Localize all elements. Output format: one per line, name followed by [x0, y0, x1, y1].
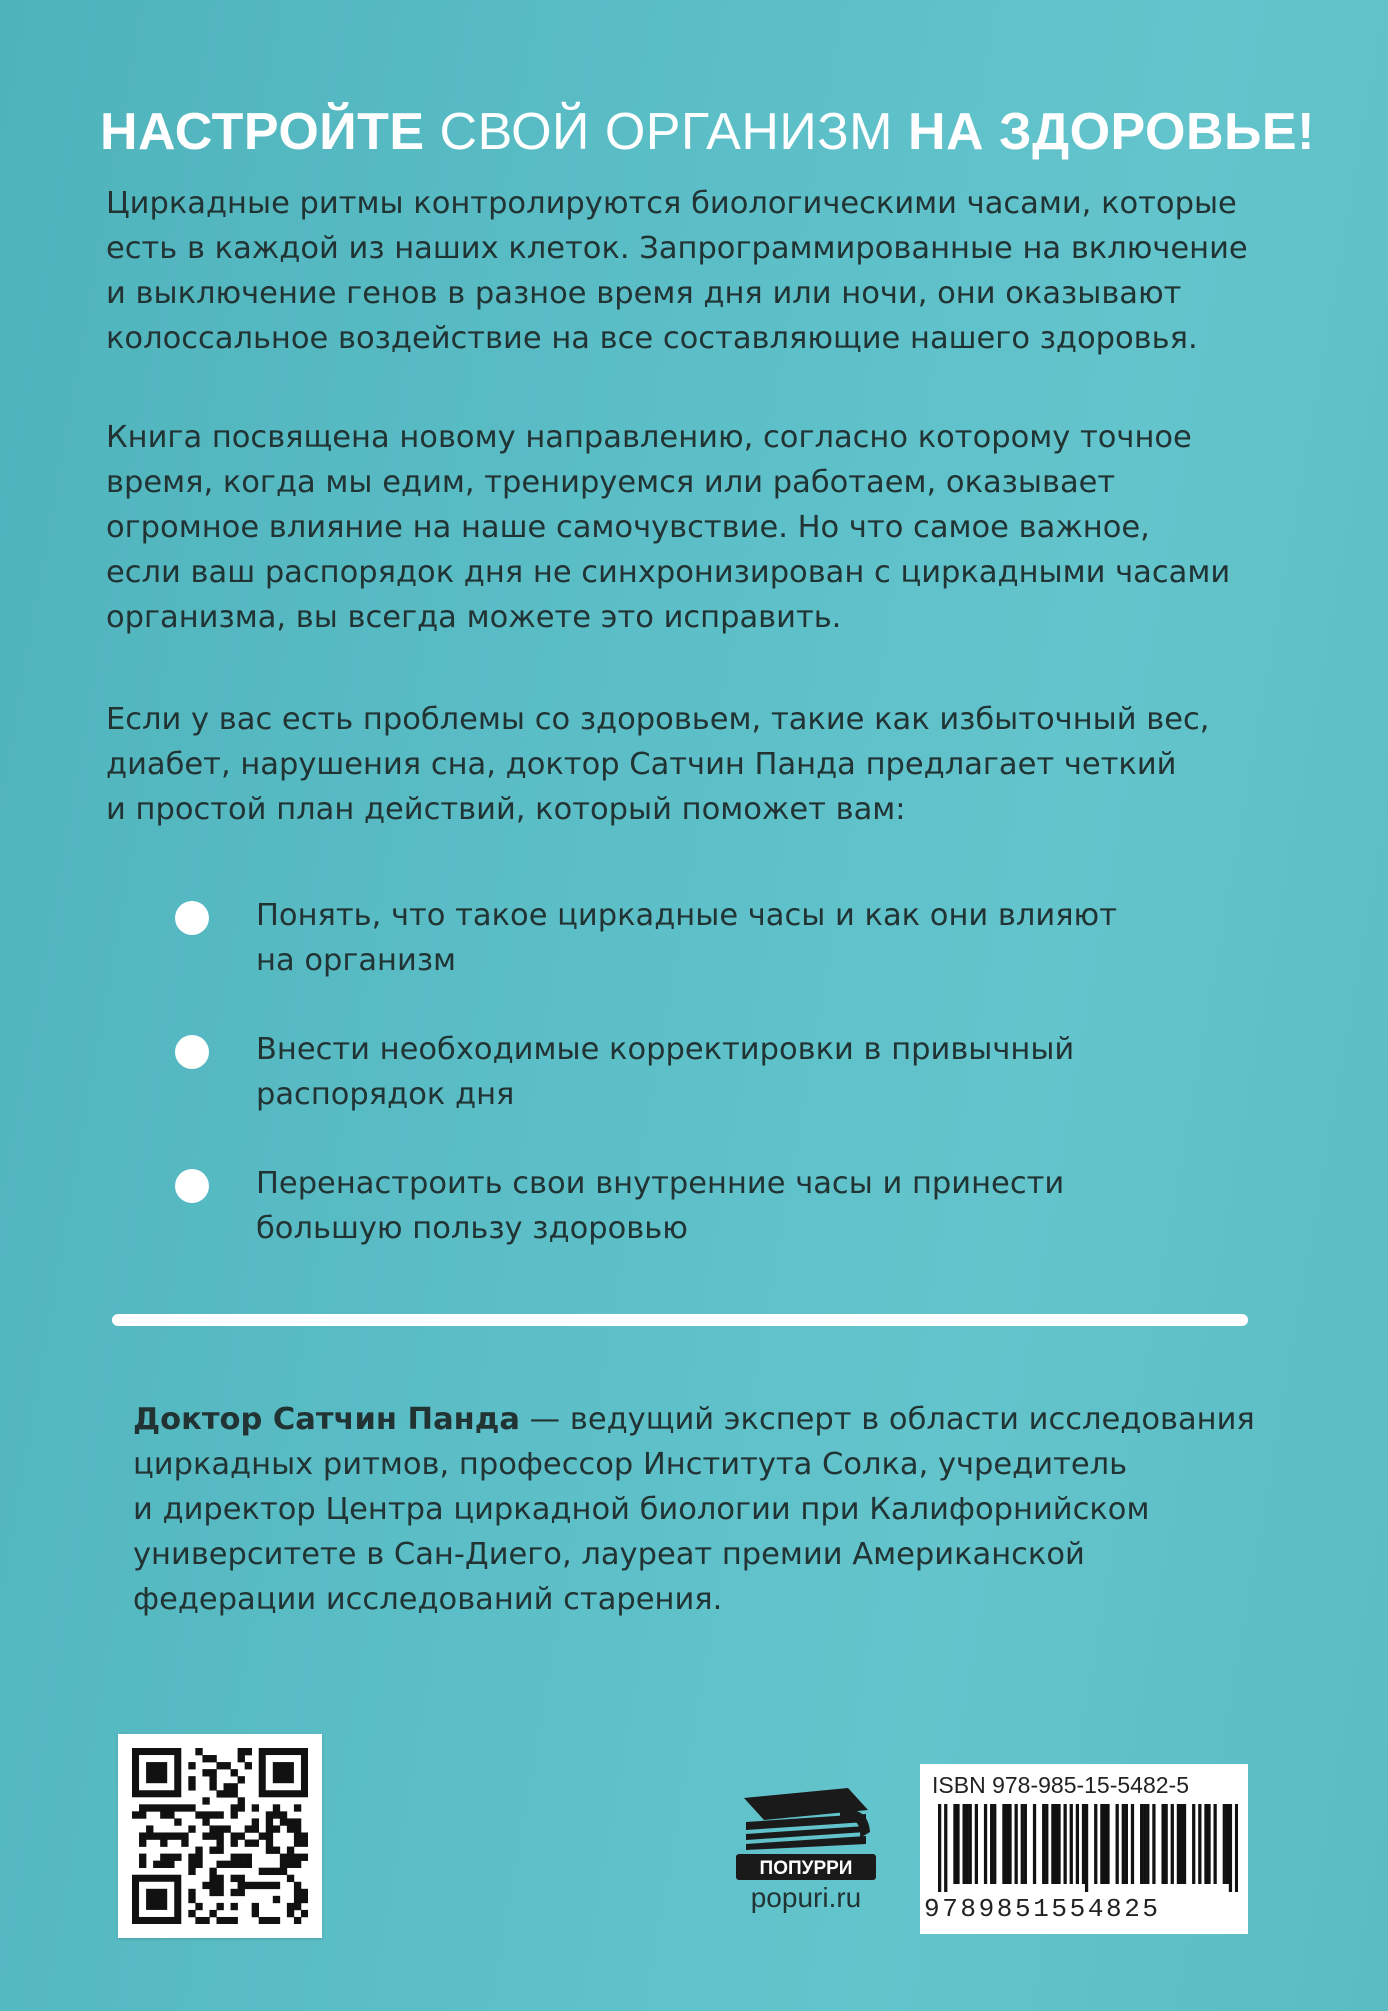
qr-code [118, 1734, 322, 1938]
paragraph-line: Если у вас есть проблемы со здоровьем, такие как избыточный вес, [106, 702, 1210, 737]
bullet-dot-icon [175, 1035, 209, 1069]
bullet-dot-icon [175, 901, 209, 935]
bullet-line: Перенастроить свои внутренние часы и принести [256, 1166, 1065, 1201]
paragraph-line: Циркадные ритмы контролируются биологическими часами, которые [106, 186, 1237, 221]
paragraph-line: время, когда мы едим, тренируемся или работаем, оказывает [106, 465, 1116, 500]
headline [100, 102, 1320, 162]
paragraph-line: организма, вы всегда можете это исправить. [106, 600, 842, 635]
paragraph-line: Книга посвящена новому направлению, согласно которому точное [106, 420, 1192, 455]
headline-part-3: НА ЗДОРОВЬЕ! [907, 103, 1315, 161]
qr-code-icon [132, 1748, 308, 1924]
bullet-text [256, 893, 1156, 983]
publisher-website: popuri.ru [750, 1882, 862, 1913]
bullet-line: распорядок дня [256, 1077, 515, 1112]
headline-part-2: СВОЙ ОРГАНИЗМ [424, 103, 908, 161]
bullet-line: Понять, что такое циркадные часы и как они влияют [256, 898, 1117, 933]
headline-part-1: НАСТРОЙТЕ [100, 103, 425, 161]
bullet-line: на организм [256, 943, 457, 978]
author-bio-line [133, 1397, 1333, 1442]
paragraph-line: и простой план действий, который поможет вам: [106, 792, 906, 827]
isbn-barcode [920, 1764, 1248, 1934]
paragraph-line: если ваш распорядок дня не синхронизирован с циркадными часами [106, 555, 1231, 590]
bullet-dot-icon [175, 1169, 209, 1203]
paragraph-line: огромное влияние на наше самочувствие. Но что самое важное, [106, 510, 1150, 545]
bullet-text [256, 1161, 1156, 1251]
paragraph-line: и выключение генов в разное время дня или ночи, они оказывают [106, 276, 1182, 311]
book-topic-paragraph [106, 415, 1306, 640]
paragraph-line: колоссальное воздействие на все составляющие нашего здоровья. [106, 321, 1198, 356]
publisher-logo-text: ПОПУРРИ [759, 1858, 853, 1879]
plan-paragraph [106, 697, 1306, 832]
author-bio [133, 1397, 1333, 1622]
author-bio-line: университете в Сан-Диего, лауреат премии Американской [133, 1537, 1085, 1572]
author-name: Доктор Сатчин Панда [133, 1402, 520, 1437]
divider [112, 1314, 1248, 1326]
bullet-text [256, 1027, 1156, 1117]
paragraph-line: есть в каждой из наших клеток. Запрограммированные на включение [106, 231, 1248, 266]
bullet-line: Внести необходимые корректировки в привычный [256, 1032, 1075, 1067]
author-bio-text: — ведущий эксперт в области исследования [519, 1402, 1255, 1437]
author-bio-line: федерации исследований старения. [133, 1582, 723, 1617]
paragraph-line: диабет, нарушения сна, доктор Сатчин Панда предлагает четкий [106, 747, 1177, 782]
author-bio-line: и директор Центра циркадной биологии при Калифорнийском [133, 1492, 1150, 1527]
isbn-digits: 9789851554825 [924, 1894, 1161, 1924]
bullet-line: большую пользу здоровью [256, 1211, 688, 1246]
isbn-label: ISBN 978-985-15-5482-5 [932, 1772, 1189, 1798]
author-bio-line: циркадных ритмов, профессор Института Солка, учредитель [133, 1447, 1128, 1482]
barcode-icon [938, 1804, 1238, 1892]
intro-paragraph [106, 181, 1306, 361]
book-stack-logo-icon [736, 1780, 876, 1880]
